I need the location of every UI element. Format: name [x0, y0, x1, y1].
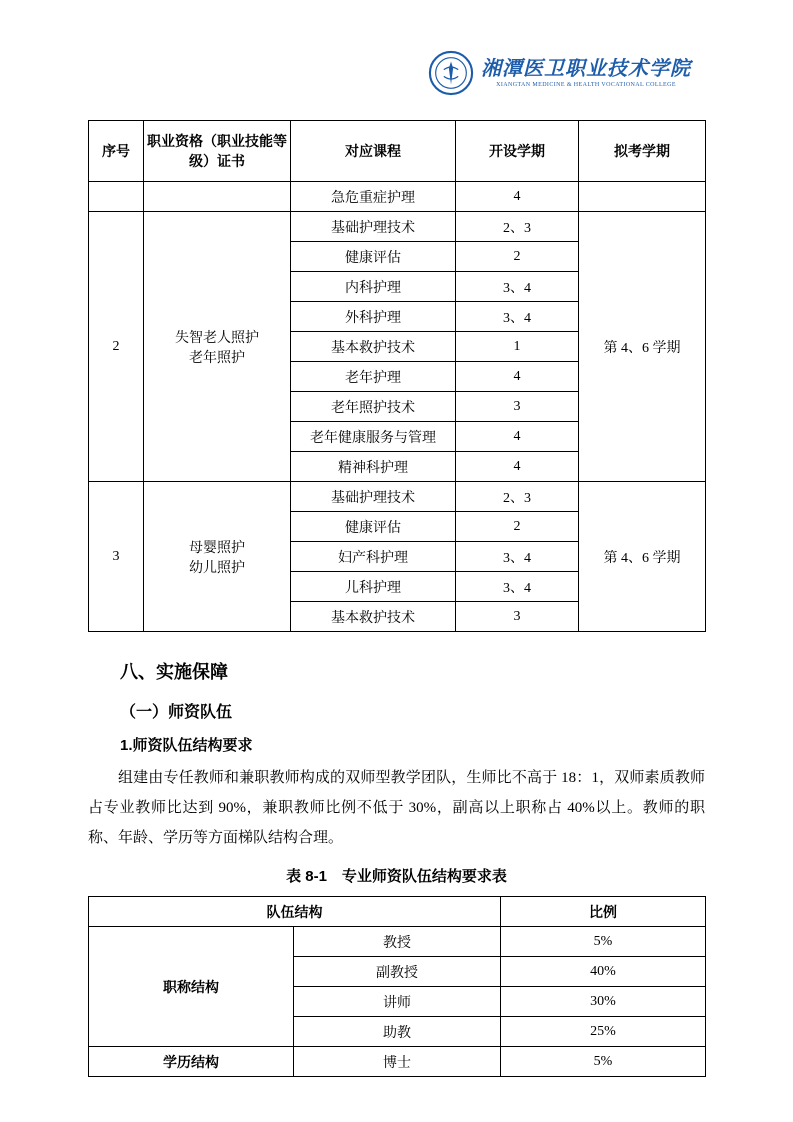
- college-name-en: XIANGTAN MEDICINE & HEALTH VOCATIONAL COLLEGE: [496, 82, 676, 88]
- college-name: 湘潭医卫职业技术学院: [481, 58, 691, 80]
- col-header-structure: 队伍结构: [89, 897, 501, 927]
- table-row: [89, 927, 706, 957]
- subsubsection-heading: 1.师资队伍结构要求: [120, 737, 253, 754]
- college-logo: [428, 50, 691, 96]
- col-header-no: 序号: [89, 121, 144, 182]
- group-label: 职称结构: [89, 927, 294, 1047]
- course-name: 基本救护技术: [291, 602, 456, 632]
- cert-name: [144, 212, 291, 482]
- cert-name-line: 失智老人照护: [175, 330, 259, 346]
- role-ratio: 5%: [501, 1047, 706, 1077]
- table-header-row: [89, 897, 706, 927]
- exam-semester: 第 4、6 学期: [579, 212, 706, 482]
- course-semester: 4: [456, 182, 579, 212]
- college-emblem-icon: [428, 50, 474, 96]
- course-name: 老年照护技术: [291, 392, 456, 422]
- col-header-certificate: 职业资格（职业技能等级）证书: [144, 121, 291, 182]
- course-semester: 3、4: [456, 572, 579, 602]
- table-header-row: [89, 121, 706, 182]
- role-name: 教授: [294, 927, 501, 957]
- college-name-block: [481, 58, 691, 88]
- course-name: 健康评估: [291, 512, 456, 542]
- empty-cell: [579, 182, 706, 212]
- cert-name-line: 母婴照护: [189, 540, 245, 556]
- course-name: 老年护理: [291, 362, 456, 392]
- group-label: 学历结构: [89, 1047, 294, 1077]
- cert-serial: 2: [89, 212, 144, 482]
- course-semester: 2、3: [456, 482, 579, 512]
- role-name: 博士: [294, 1047, 501, 1077]
- col-header-ratio: 比例: [501, 897, 706, 927]
- role-ratio: 5%: [501, 927, 706, 957]
- course-name: 精神科护理: [291, 452, 456, 482]
- role-name: 助教: [294, 1017, 501, 1047]
- exam-semester: 第 4、6 学期: [579, 482, 706, 632]
- course-name: 健康评估: [291, 242, 456, 272]
- col-header-open-semester: 开设学期: [456, 121, 579, 182]
- course-name: 儿科护理: [291, 572, 456, 602]
- table-row: [89, 482, 706, 512]
- course-semester: 4: [456, 362, 579, 392]
- course-semester: 4: [456, 422, 579, 452]
- course-name: 内科护理: [291, 272, 456, 302]
- role-name: 副教授: [294, 957, 501, 987]
- body-paragraph: 组建由专任教师和兼职教师构成的双师型教学团队，生师比不高于 18：1，双师素质教师占专业教师比达到 90%，兼职教师比例不低于 30%，副高以上职称占 40%以上。教师的职称、年龄、学历等方面梯队结构合理。: [88, 770, 705, 846]
- course-semester: 3、4: [456, 542, 579, 572]
- course-name: 基础护理技术: [291, 212, 456, 242]
- course-name: 基本救护技术: [291, 332, 456, 362]
- table-caption: 表 8-1 专业师资队伍结构要求表: [286, 868, 507, 885]
- section-heading: 八、实施保障: [120, 662, 228, 682]
- course-name: 急危重症护理: [291, 182, 456, 212]
- course-semester: 3、4: [456, 302, 579, 332]
- role-ratio: 25%: [501, 1017, 706, 1047]
- col-header-exam-semester: 拟考学期: [579, 121, 706, 182]
- cert-name-line: 老年照护: [189, 350, 245, 366]
- role-ratio: 40%: [501, 957, 706, 987]
- col-header-course: 对应课程: [291, 121, 456, 182]
- table-row: [89, 182, 706, 212]
- faculty-structure-table: [88, 896, 706, 1077]
- table-row: [89, 1047, 706, 1077]
- course-name: 妇产科护理: [291, 542, 456, 572]
- course-semester: 3: [456, 392, 579, 422]
- role-name: 讲师: [294, 987, 501, 1017]
- empty-cell: [144, 182, 291, 212]
- certificate-course-table: [88, 120, 706, 632]
- course-semester: 2: [456, 512, 579, 542]
- subsection-heading: （一）师资队伍: [120, 704, 233, 721]
- course-semester: 3: [456, 602, 579, 632]
- course-name: 老年健康服务与管理: [291, 422, 456, 452]
- course-name: 基础护理技术: [291, 482, 456, 512]
- course-semester: 3、4: [456, 272, 579, 302]
- cert-name: [144, 482, 291, 632]
- course-name: 外科护理: [291, 302, 456, 332]
- role-ratio: 30%: [501, 987, 706, 1017]
- empty-cell: [89, 182, 144, 212]
- course-semester: 1: [456, 332, 579, 362]
- course-semester: 2、3: [456, 212, 579, 242]
- cert-serial: 3: [89, 482, 144, 632]
- cert-name-line: 幼儿照护: [189, 560, 245, 576]
- table-row: [89, 212, 706, 242]
- course-semester: 2: [456, 242, 579, 272]
- course-semester: 4: [456, 452, 579, 482]
